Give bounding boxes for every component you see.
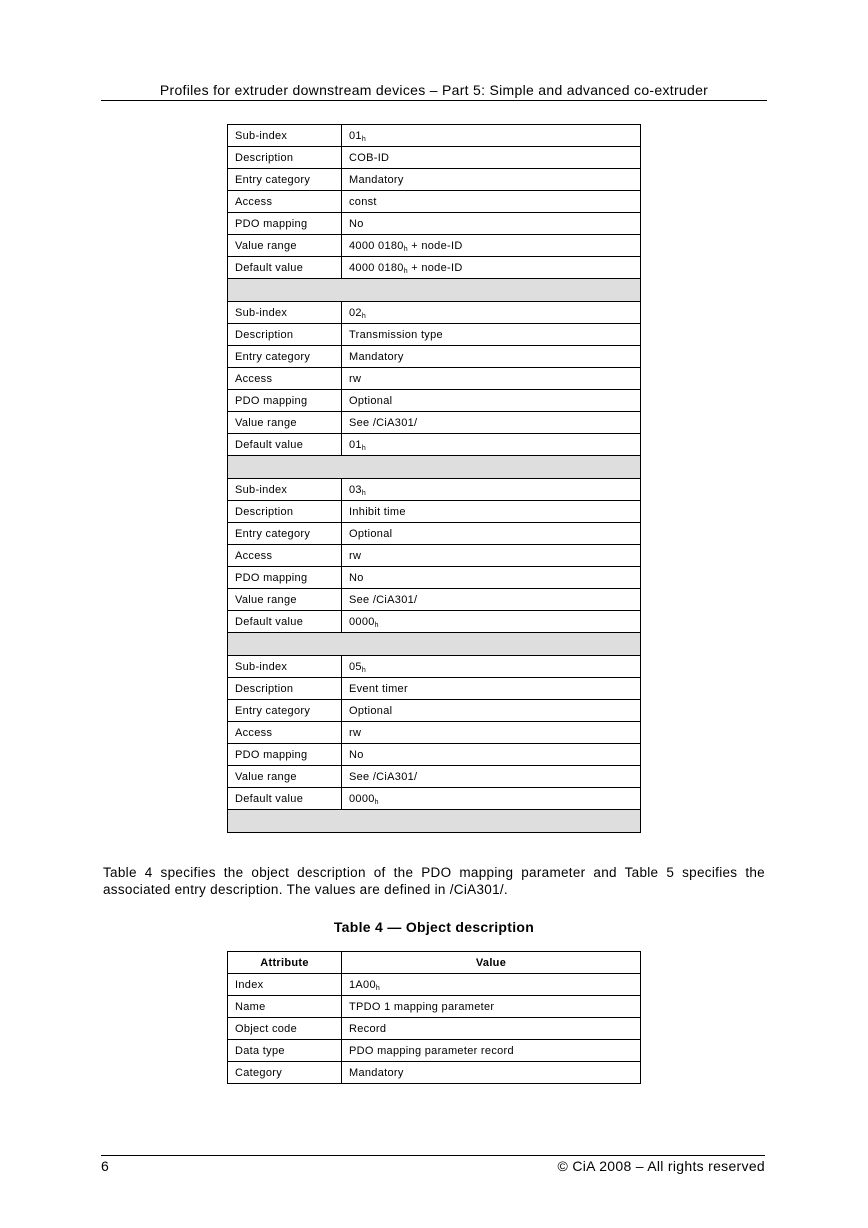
column-header-attribute: Attribute bbox=[228, 952, 342, 974]
table-row bbox=[228, 1062, 641, 1084]
row-label: Default value bbox=[228, 434, 342, 456]
value-text: COB-ID bbox=[349, 151, 390, 164]
table-row bbox=[228, 302, 641, 324]
row-label: Category bbox=[228, 1062, 342, 1084]
row-value bbox=[342, 744, 641, 766]
table-row bbox=[228, 125, 641, 147]
table-row bbox=[228, 147, 641, 169]
row-value bbox=[342, 611, 641, 633]
row-value bbox=[342, 169, 641, 191]
row-label: Name bbox=[228, 996, 342, 1018]
row-value bbox=[342, 412, 641, 434]
hex-suffix: h bbox=[403, 245, 408, 253]
row-value bbox=[342, 589, 641, 611]
hex-suffix: h bbox=[361, 444, 367, 452]
value-text: No bbox=[349, 571, 364, 584]
separator-cell bbox=[228, 279, 641, 302]
row-label: Sub-index bbox=[228, 479, 342, 501]
row-value bbox=[342, 368, 641, 390]
value-text: rw bbox=[349, 372, 362, 385]
table-row bbox=[228, 656, 641, 678]
table-row bbox=[228, 434, 641, 456]
row-label: Default value bbox=[228, 788, 342, 810]
table-row bbox=[228, 213, 641, 235]
separator-cell bbox=[228, 456, 641, 479]
hex-suffix: h bbox=[375, 984, 381, 992]
table-row bbox=[228, 324, 641, 346]
row-label: Description bbox=[228, 678, 342, 700]
hex-suffix: h bbox=[361, 135, 367, 143]
value-suffix: + node-ID bbox=[407, 239, 463, 252]
row-value bbox=[342, 479, 641, 501]
value-text: 0000 bbox=[349, 615, 375, 628]
value-text: See /CiA301/ bbox=[349, 593, 418, 606]
row-value bbox=[342, 1062, 641, 1084]
row-label: Value range bbox=[228, 589, 342, 611]
value-text: TPDO 1 mapping parameter bbox=[349, 1000, 495, 1013]
row-value bbox=[342, 235, 641, 257]
row-value bbox=[342, 213, 641, 235]
row-value bbox=[342, 434, 641, 456]
separator-row bbox=[228, 810, 641, 833]
value-text: 05 bbox=[349, 660, 362, 673]
row-value bbox=[342, 346, 641, 368]
table-row bbox=[228, 169, 641, 191]
row-label: PDO mapping bbox=[228, 213, 342, 235]
table-row bbox=[228, 678, 641, 700]
table-header-row bbox=[228, 952, 641, 974]
table-row bbox=[228, 368, 641, 390]
row-label: Sub-index bbox=[228, 125, 342, 147]
row-value bbox=[342, 324, 641, 346]
value-text: 4000 0180 bbox=[349, 261, 404, 274]
table-row bbox=[228, 788, 641, 810]
table-row bbox=[228, 235, 641, 257]
value-text: Optional bbox=[349, 394, 393, 407]
value-text: 01 bbox=[349, 438, 362, 451]
table-row bbox=[228, 479, 641, 501]
value-text: Record bbox=[349, 1022, 387, 1035]
row-label: Description bbox=[228, 501, 342, 523]
table-row bbox=[228, 501, 641, 523]
value-text: Optional bbox=[349, 527, 393, 540]
row-value bbox=[342, 125, 641, 147]
table-row bbox=[228, 545, 641, 567]
hex-suffix: h bbox=[374, 798, 379, 806]
row-label: Description bbox=[228, 324, 342, 346]
row-value bbox=[342, 678, 641, 700]
table-row bbox=[228, 611, 641, 633]
row-value bbox=[342, 257, 641, 279]
value-suffix: + node-ID bbox=[407, 261, 463, 274]
row-label: Value range bbox=[228, 235, 342, 257]
row-label: PDO mapping bbox=[228, 744, 342, 766]
row-label: Value range bbox=[228, 766, 342, 788]
column-header-value: Value bbox=[342, 952, 641, 974]
row-label: Access bbox=[228, 368, 342, 390]
value-text: rw bbox=[349, 549, 362, 562]
copyright-notice: © CiA 2008 – All rights reserved bbox=[557, 1158, 765, 1174]
table-row bbox=[228, 722, 641, 744]
table-row bbox=[228, 589, 641, 611]
table-row bbox=[228, 523, 641, 545]
row-value bbox=[342, 1018, 641, 1040]
table-row bbox=[228, 1040, 641, 1062]
hex-suffix: h bbox=[403, 267, 408, 275]
value-text: Inhibit time bbox=[349, 505, 406, 518]
row-value bbox=[342, 722, 641, 744]
value-text: 02 bbox=[349, 306, 362, 319]
table-row bbox=[228, 1018, 641, 1040]
row-label: Access bbox=[228, 545, 342, 567]
page-number: 6 bbox=[101, 1158, 110, 1174]
value-text: No bbox=[349, 217, 364, 230]
value-text: See /CiA301/ bbox=[349, 416, 418, 429]
table-row bbox=[228, 257, 641, 279]
row-label: Entry category bbox=[228, 169, 342, 191]
table-caption: Table 4 — Object description bbox=[333, 919, 535, 935]
value-text: const bbox=[349, 195, 377, 208]
hex-suffix: h bbox=[361, 489, 367, 497]
row-value bbox=[342, 996, 641, 1018]
row-value bbox=[342, 147, 641, 169]
row-value bbox=[342, 656, 641, 678]
row-label: Object code bbox=[228, 1018, 342, 1040]
row-value bbox=[342, 302, 641, 324]
row-label: Entry category bbox=[228, 700, 342, 722]
value-text: PDO mapping parameter record bbox=[349, 1044, 514, 1057]
row-label: Sub-index bbox=[228, 302, 342, 324]
value-text: 0000 bbox=[349, 792, 375, 805]
table-row bbox=[228, 996, 641, 1018]
table-row bbox=[228, 766, 641, 788]
value-text: Event timer bbox=[349, 682, 408, 695]
row-label: Data type bbox=[228, 1040, 342, 1062]
value-text: 03 bbox=[349, 483, 362, 496]
row-value bbox=[342, 766, 641, 788]
hex-suffix: h bbox=[374, 621, 379, 629]
row-label: Default value bbox=[228, 257, 342, 279]
entry-description-table bbox=[227, 124, 641, 833]
value-text: Transmission type bbox=[349, 328, 443, 341]
page-footer bbox=[101, 1155, 765, 1174]
value-text: 1A00 bbox=[349, 978, 376, 991]
separator-row bbox=[228, 456, 641, 479]
separator-cell bbox=[228, 810, 641, 833]
row-label: Entry category bbox=[228, 523, 342, 545]
table-row bbox=[228, 346, 641, 368]
row-label: Description bbox=[228, 147, 342, 169]
value-text: 4000 0180 bbox=[349, 239, 404, 252]
row-label: Access bbox=[228, 191, 342, 213]
hex-suffix: h bbox=[361, 666, 367, 674]
object-description-table bbox=[227, 951, 641, 1084]
row-value bbox=[342, 545, 641, 567]
row-label: Value range bbox=[228, 412, 342, 434]
hex-suffix: h bbox=[361, 312, 367, 320]
table-row bbox=[228, 390, 641, 412]
value-text: rw bbox=[349, 726, 362, 739]
row-value bbox=[342, 567, 641, 589]
separator-row bbox=[228, 279, 641, 302]
page-header: Profiles for extruder downstream devices – Part 5: Simple and advanced co-extruder bbox=[101, 80, 767, 101]
table-row bbox=[228, 974, 641, 996]
row-label: Default value bbox=[228, 611, 342, 633]
value-text: Optional bbox=[349, 704, 393, 717]
separator-row bbox=[228, 633, 641, 656]
row-value bbox=[342, 700, 641, 722]
value-text: 01 bbox=[349, 129, 362, 142]
table-row bbox=[228, 412, 641, 434]
table-row bbox=[228, 567, 641, 589]
row-value bbox=[342, 1040, 641, 1062]
row-value bbox=[342, 390, 641, 412]
row-value bbox=[342, 501, 641, 523]
row-value bbox=[342, 191, 641, 213]
row-label: PDO mapping bbox=[228, 567, 342, 589]
value-text: See /CiA301/ bbox=[349, 770, 418, 783]
table-row bbox=[228, 700, 641, 722]
body-paragraph: Table 4 specifies the object description of the PDO mapping parameter and Table 5 specifies the associated entry description. The values are defined in /CiA301/. bbox=[103, 865, 765, 897]
row-value bbox=[342, 974, 641, 996]
row-label: Sub-index bbox=[228, 656, 342, 678]
value-text: Mandatory bbox=[349, 350, 404, 363]
row-value bbox=[342, 788, 641, 810]
value-text: Mandatory bbox=[349, 173, 404, 186]
row-label: Index bbox=[228, 974, 342, 996]
row-label: Access bbox=[228, 722, 342, 744]
row-label: PDO mapping bbox=[228, 390, 342, 412]
value-text: No bbox=[349, 748, 364, 761]
row-label: Entry category bbox=[228, 346, 342, 368]
row-value bbox=[342, 523, 641, 545]
table-row bbox=[228, 191, 641, 213]
value-text: Mandatory bbox=[349, 1066, 404, 1079]
table-row bbox=[228, 744, 641, 766]
separator-cell bbox=[228, 633, 641, 656]
